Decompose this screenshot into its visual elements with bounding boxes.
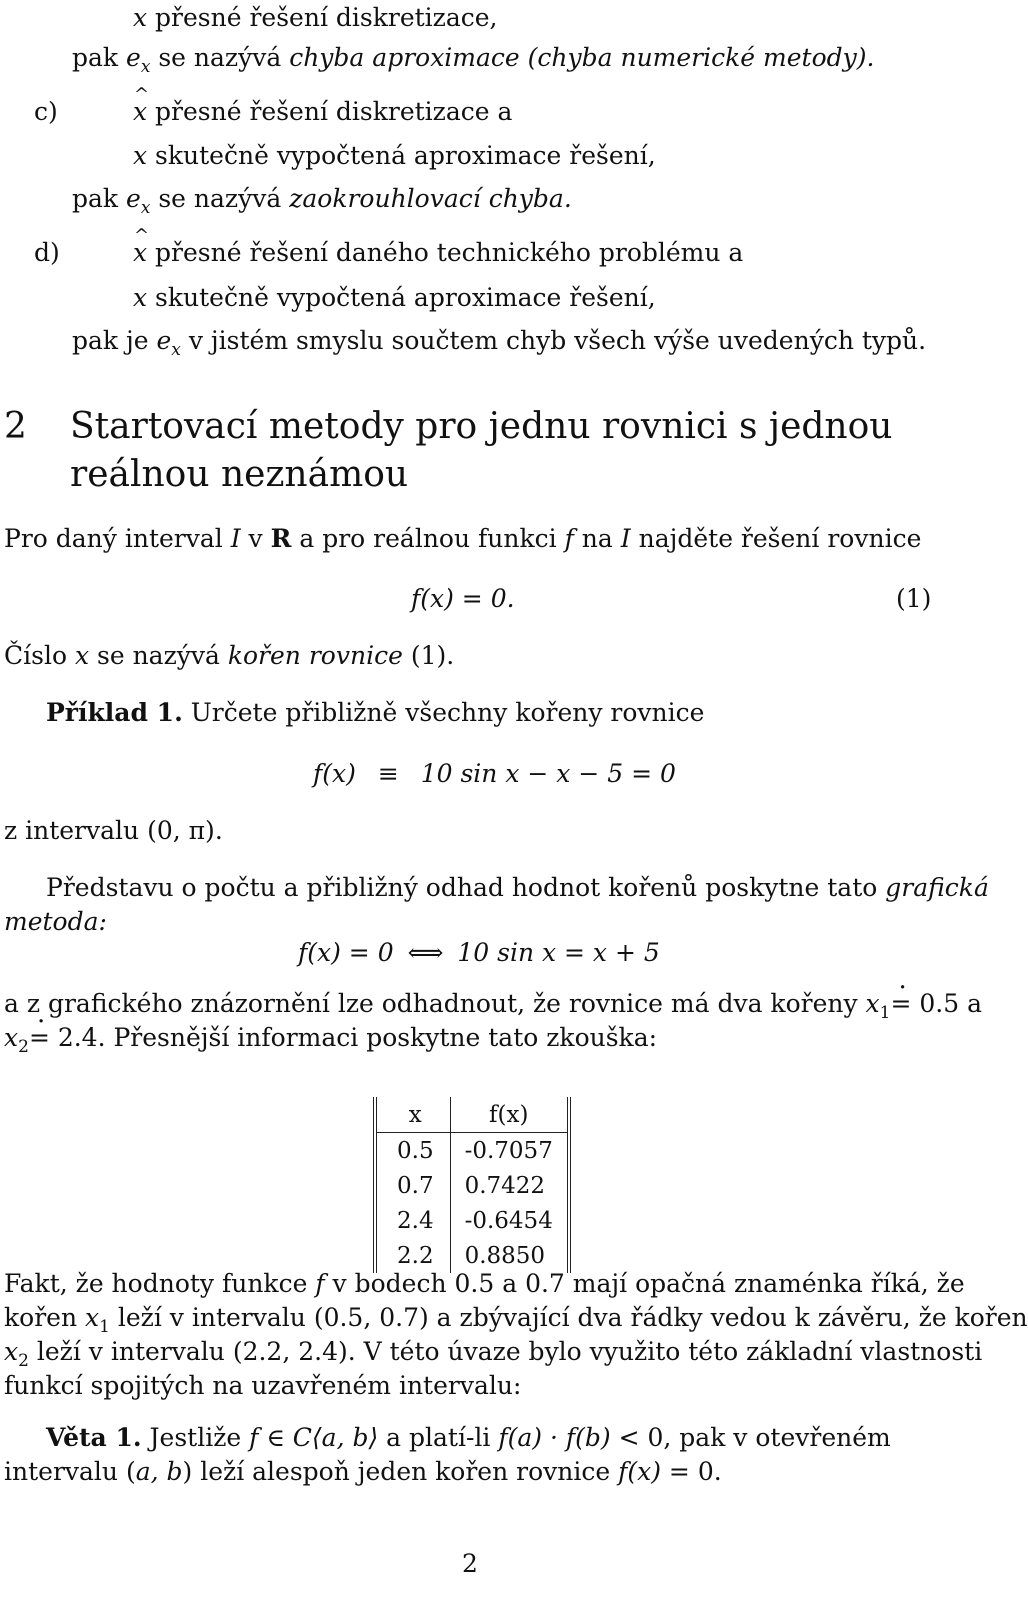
subscript: x — [140, 57, 151, 77]
equation-2 — [313, 758, 676, 789]
table-header-row — [375, 1097, 569, 1133]
variable: x — [133, 283, 148, 312]
emphasis: metoda: — [4, 907, 107, 936]
line-text: skutečně vypočtená aproximace řešení, — [147, 283, 656, 312]
text-line — [133, 140, 656, 171]
variable: e — [126, 184, 141, 213]
example — [46, 697, 704, 728]
variable: f — [315, 1269, 325, 1298]
theorem — [46, 1422, 891, 1453]
approx-value: · = 0.5 a — [890, 988, 982, 1019]
equation-1: f(x) = 0. — [411, 584, 515, 613]
line-text: = 0. — [660, 1457, 722, 1486]
table-row — [375, 1168, 569, 1203]
variable: I — [230, 524, 241, 553]
line-text: Jestliže — [141, 1423, 250, 1452]
item-label-c: c) — [34, 97, 58, 126]
variable-hat: ^ x — [133, 237, 147, 268]
line-text: leží v intervalu (2.2, 2.4). V této úvaze bylo využito této základní vlastnosti — [28, 1337, 983, 1366]
paragraph — [4, 523, 921, 554]
values-table — [373, 1097, 571, 1273]
paragraph — [4, 640, 454, 671]
variable: x — [4, 1023, 19, 1052]
line-text: Určete přibližně všechny kořeny rovnice — [182, 698, 705, 727]
line-text: ) leží alespoň jeden kořen rovnice — [182, 1457, 619, 1486]
table-cell: 0.7422 — [464, 1173, 546, 1199]
line-text: pak — [72, 184, 127, 213]
paragraph — [4, 1268, 965, 1299]
line-text: kořen — [4, 1303, 85, 1332]
equation-rhs: 10 sin x = x + 5 — [457, 938, 660, 967]
line-text: Představu o počtu a přibližný odhad hodnot kořenů poskytne tato — [46, 873, 886, 902]
line-text: Pro daný interval — [4, 524, 231, 553]
line-text: přesné řešení daného technického problému a — [147, 238, 744, 267]
text-line — [133, 2, 497, 33]
line-text: se nazývá — [150, 184, 290, 213]
subscript: 2 — [18, 1037, 29, 1057]
expression: f(a) · f(b) — [498, 1423, 611, 1452]
variable: x — [133, 141, 148, 170]
variable: I — [620, 524, 631, 553]
table-cell: 0.8850 — [464, 1243, 546, 1269]
line-text: ∈ — [258, 1423, 293, 1452]
reals-symbol: R — [270, 524, 292, 553]
line-text: Fakt, že hodnoty funkce — [4, 1269, 316, 1298]
line-text: v — [240, 524, 271, 553]
emphasis: kořen rovnice — [227, 641, 403, 670]
paragraph — [4, 1302, 1028, 1338]
line-text: (1). — [402, 641, 455, 670]
paragraph: z intervalu (0, π). — [4, 816, 223, 845]
line-text: pak — [72, 43, 127, 72]
table-cell: 2.2 — [375, 1238, 450, 1273]
text-line — [133, 282, 656, 313]
text-line — [72, 183, 572, 219]
subscript: 1 — [99, 1317, 110, 1337]
line-text: skutečně vypočtená aproximace řešení, — [147, 141, 656, 170]
text-line — [72, 42, 874, 78]
variable: x — [865, 989, 880, 1018]
line-text: se nazývá — [89, 641, 228, 670]
equation-rhs: 10 sin x − x − 5 = 0 — [420, 759, 676, 788]
table-header: f(x) — [450, 1097, 569, 1133]
equivalence-symbol: ≡ — [377, 759, 399, 788]
equation-number: (1) — [896, 584, 932, 613]
line-text: v bodech 0.5 a 0.7 mají opačná znaménka říká, že — [324, 1269, 965, 1298]
table-cell: 0.5 — [375, 1133, 450, 1169]
page-number: 2 — [462, 1549, 478, 1578]
variable: f — [564, 524, 574, 553]
variable: x — [85, 1303, 100, 1332]
line-text: na — [573, 524, 621, 553]
paragraph — [4, 1022, 657, 1058]
paragraph — [4, 988, 982, 1024]
approx-value: · = 2.4. Přesnější informaci poskytne tato zkouška: — [29, 1022, 657, 1053]
line-text: Číslo — [4, 641, 75, 670]
section-number: 2 — [4, 406, 27, 447]
section-title-line1: Startovací metody pro jednu rovnici s jednou — [70, 406, 893, 447]
theorem — [4, 1456, 722, 1487]
table-row — [375, 1133, 569, 1169]
paragraph: funkcí spojitých na uzavřeném intervalu: — [4, 1371, 522, 1400]
line-text: v jistém smyslu součtem chyb všech výše uvedených typů. — [180, 326, 927, 355]
equation-3 — [298, 937, 660, 968]
variable: a, b — [135, 1457, 183, 1486]
table-cell: -0.6454 — [464, 1208, 553, 1234]
theorem-label: Věta 1. — [46, 1423, 142, 1452]
item-label-d: d) — [34, 238, 60, 267]
table-cell: -0.7057 — [464, 1138, 553, 1164]
table-cell: 0.7 — [375, 1168, 450, 1203]
section-title-line2: reálnou neznámou — [70, 454, 409, 495]
subscript: 1 — [879, 1003, 891, 1023]
variable: x — [4, 1337, 19, 1366]
equation-lhs: f(x) = 0 — [298, 938, 394, 967]
variable-hat: ^ x — [133, 96, 147, 127]
subscript: x — [171, 340, 181, 360]
variable: x — [74, 641, 90, 670]
table-row — [375, 1203, 569, 1238]
line-text: najděte řešení rovnice — [630, 524, 922, 553]
line-text: < 0, pak v otevřeném — [610, 1423, 891, 1452]
variable: x — [133, 3, 148, 32]
table-header: x — [375, 1097, 450, 1133]
paragraph — [46, 872, 989, 903]
expression: f(x) — [618, 1457, 661, 1486]
line-text: přesné řešení diskretizace a — [147, 97, 513, 126]
line-text: intervalu ( — [4, 1457, 136, 1486]
variable: f — [249, 1423, 259, 1452]
variable: e — [126, 43, 141, 72]
paragraph — [4, 1336, 982, 1372]
emphasis: zaokrouhlovací chyba. — [289, 184, 572, 213]
subscript: 2 — [18, 1351, 29, 1371]
line-text: leží v intervalu (0.5, 0.7) a zbývající dva řádky vedou k závěru, že kořen — [109, 1303, 1028, 1332]
iff-arrow: ⟺ — [407, 938, 444, 967]
line-text: přesné řešení diskretizace, — [147, 3, 498, 32]
variable: e — [156, 326, 172, 355]
line-text: se nazývá — [150, 43, 290, 72]
variable: C — [292, 1423, 312, 1452]
emphasis: grafická — [885, 873, 989, 902]
line-text: pak je — [72, 326, 157, 355]
text-line — [133, 237, 743, 268]
subscript: x — [140, 198, 151, 218]
table-cell: 2.4 — [375, 1203, 450, 1238]
emphasis: chyba aproximace (chyba numerické metody). — [289, 43, 875, 72]
text-line — [133, 96, 512, 127]
line-text: a pro reálnou funkci — [291, 524, 565, 553]
text-line — [72, 325, 926, 361]
interval: ⟨a, b⟩ — [311, 1423, 379, 1452]
line-text: a z grafického znázornění lze odhadnout, že rovnice má dva kořeny — [4, 989, 866, 1018]
line-text: a platí-li — [378, 1423, 499, 1452]
example-label: Příklad 1. — [46, 698, 183, 727]
equation-lhs: f(x) — [313, 759, 356, 788]
